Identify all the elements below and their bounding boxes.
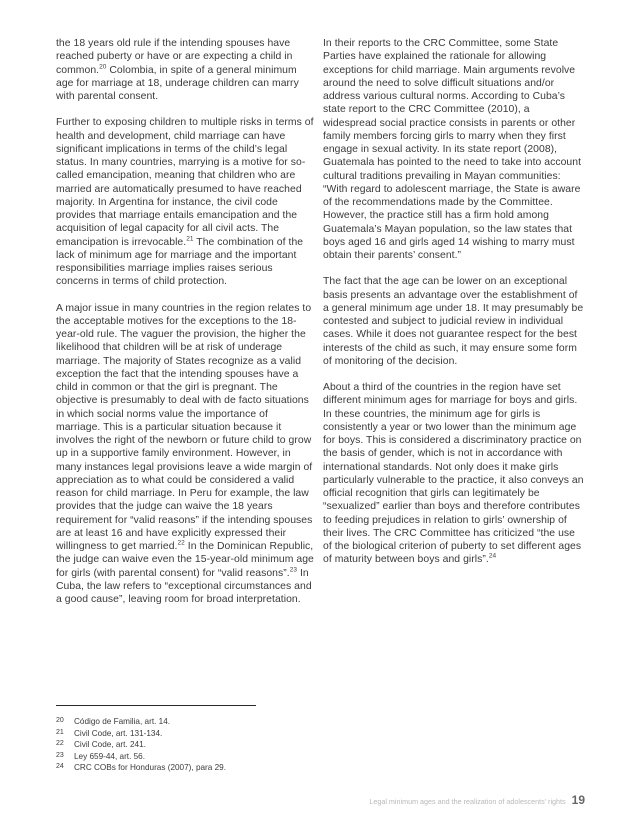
footnote-ref: 23 xyxy=(289,566,298,574)
text-run: In their reports to the CRC Committee, some State Parties have explained the rationale for allowing exceptions for child marriage. Main arguments revolve around the need to solve difficult situations and/or address various cultural norms. According to Cuba’s state report to the CRC Committee (2010), a widespread social practice consists in parents or other family members forcing girls to marry when they first engage in sexual activity. In its state report (2008), Guatemala has pointed to the need to take into account cultural traditions prevailing in Mayan communities: “With regard to adolescent marriage, the State is aware of the recommendations made by the Committee. However, the practice still has a firm hold among Guatemala’s Mayan population, so the law states that boys aged 16 and girls aged 14 wishing to marry must obtain their parents’ consent.” xyxy=(323,38,582,261)
text-run: In the Dominican Republic, the judge can waive even the 15-year-old minimum age for girls (with parental consent) for “valid reasons”. xyxy=(56,541,314,579)
footnote-ref: 24 xyxy=(488,552,497,560)
footnote-number: 24 xyxy=(56,763,64,771)
footnote-text: Código de Familia, art. 14. xyxy=(74,717,171,726)
footnote-ref: 20 xyxy=(99,63,107,71)
page-number: 19 xyxy=(571,793,585,807)
footnote-number: 23 xyxy=(56,751,64,759)
paragraph xyxy=(56,116,314,288)
text-run: The fact that the age can be lower on an exceptional basis presents an advantage over the establishment of a general minimum age under 18. It may presumably be contested and subject to judicial review in individual cases. While it does not guarantee respect for the best interests of the child as such, it may ensure some form of monitoring of the decision. xyxy=(323,276,584,367)
paragraph xyxy=(323,275,585,368)
paragraph xyxy=(56,302,314,607)
footnote-item xyxy=(56,762,316,774)
text-run: the 18 years old rule if the intending spouses have reached puberty or have or are expecting a child in common. xyxy=(56,38,293,76)
footnote-item xyxy=(56,739,316,751)
footnote-item xyxy=(56,751,316,763)
footnote-text: CRC COBs for Honduras (2007), para 29. xyxy=(74,763,226,773)
text-run: In Cuba, the law refers to “exceptional circumstances and a good cause”, leaving room for broad interpretation. xyxy=(56,567,312,605)
footnote-ref: 22 xyxy=(177,539,185,547)
footer-text: Legal minimum ages and the realization of adolescents’ rights xyxy=(369,797,566,806)
paragraph xyxy=(323,381,585,567)
footnote-number: 21 xyxy=(56,728,64,736)
text-run: Colombia, in spite of a general minimum age for marriage at 18, underage children can marry with parental consent. xyxy=(56,64,299,102)
paragraph xyxy=(56,37,314,103)
footnote-text: Civil Code, art. 131-134. xyxy=(74,728,163,738)
footnote-divider xyxy=(56,705,256,706)
right-column xyxy=(323,37,585,580)
footnote-item xyxy=(56,716,316,728)
paragraph xyxy=(323,37,585,262)
footnote-text: Civil Code, art. 241. xyxy=(74,740,146,750)
footnote-number: 20 xyxy=(56,717,64,724)
text-run: About a third of the countries in the region have set different minimum ages for marriage for boys and girls. In these countries, the minimum age for girls is consistently a year or two lower than the minimum age for boys. This is considered a discriminatory practice on the basis of gender, which is not in accordance with international standards. Not only does it make girls particularly vulnerable to the practice, it also conveys an official recognition that girls can legitimately be “sexualized” earlier than boys and therefore contributes to feeding prejudices in relation to girls’ ownership of their lives. The CRC Committee has criticized “the use of the biological criterion of puberty to set different ages of maturity between boys and girls”. xyxy=(323,382,584,566)
footnote-ref: 21 xyxy=(186,235,194,243)
text-run: The combination of the lack of minimum age for marriage and the important responsibilities marriage implies raises serious concerns in terms of child protection. xyxy=(56,236,304,288)
footnote-item xyxy=(56,728,316,740)
footnote-text: Ley 659-44, art. 56. xyxy=(74,751,146,761)
text-run: Further to exposing children to multiple risks in terms of health and development, child marriage can have significant implications in terms of the child’s legal status. In many countries, marrying is a motive for so-called emancipation, meaning that children who are married are automatically presumed to have reached majority. In Argentina for instance, the civil code provides that marriage entails emancipation and the acquisition of legal capacity for all civil acts. The emancipation is irrevocable. xyxy=(56,117,314,248)
text-run: A major issue in many countries in the region relates to the acceptable motives for the exceptions to the 18-year-old rule. The vaguer the provision, the higher the likelihood that children will be at risk of underage marriage. The majority of States recognize as a valid exception the fact that the intending spouses have a child in common or that the girl is pregnant. The objective is presumably to deal with de facto situations in which social norms value the importance of marriage. This is a particular situation because it involves the right of the newborn or future child to grow up in a supportive family environment. However, in many instances legal provisions leave a wide margin of appreciation as to what could be considered a valid reason for child marriage. In Peru for example, the law provides that the judge can waive the 18 years requirement for “valid reasons” if the intending spouses are at least 16 and have explicitly expressed their willingness to get married. xyxy=(56,302,313,552)
left-column xyxy=(56,37,314,619)
footnote-number: 22 xyxy=(56,740,64,748)
footnotes xyxy=(56,716,316,774)
page-footer xyxy=(369,793,585,807)
